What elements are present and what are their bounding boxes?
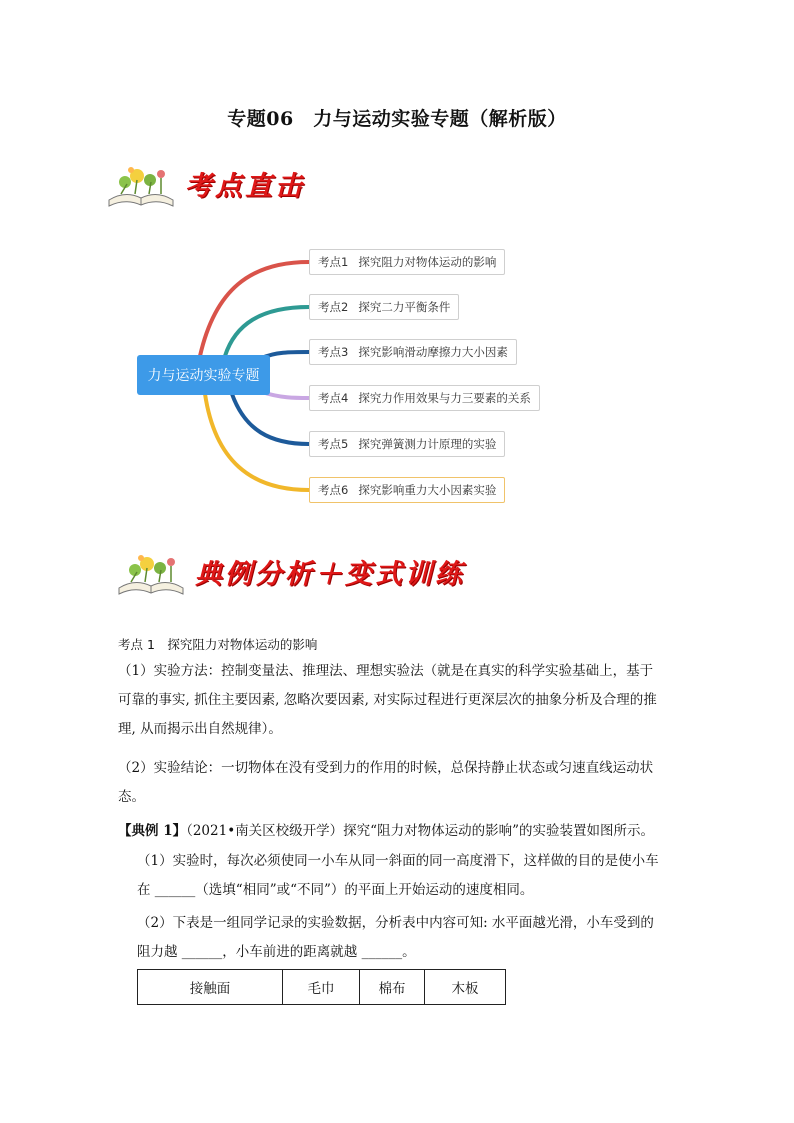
text-line: 阻力越 ______，小车前进的距离就越 ______。 (137, 944, 416, 960)
text-line: （2）下表是一组同学记录的实验数据，分析表中内容可知: 水平面越光滑，小车受到的 (137, 915, 654, 931)
table-header-cell: 木板 (425, 970, 506, 1005)
section-header-dianli (115, 548, 515, 602)
node-text: 探究影响滑动摩擦力大小因素 (358, 345, 508, 359)
example-label: 【典例 1】 (118, 823, 187, 839)
node-num: 考点6 (318, 483, 349, 497)
mindmap-node-5 (309, 431, 505, 457)
example-1-intro (118, 817, 698, 846)
mindmap-node-1 (309, 249, 505, 275)
data-table (137, 969, 506, 1005)
node-num: 考点2 (318, 300, 349, 314)
mindmap-node-2 (309, 294, 459, 320)
text-line: 理, 从而揭示出自然规律）。 (118, 721, 282, 737)
node-num: 考点3 (318, 345, 349, 359)
table-header-cell: 接触面 (138, 970, 283, 1005)
mindmap-node-3 (309, 339, 517, 365)
node-text: 探究阻力对物体运动的影响 (358, 255, 497, 269)
paragraph-method (118, 657, 678, 744)
mindmap-node-4 (309, 385, 540, 411)
table-row (138, 970, 506, 1005)
mindmap-node-6 (309, 477, 505, 503)
mindmap-center-node: 力与运动实验专题 (137, 355, 270, 395)
kaodian1-heading: 考点 1 探究阻力对物体运动的影响 (118, 637, 318, 652)
table-header-cell: 棉布 (360, 970, 425, 1005)
node-num: 考点4 (318, 391, 349, 405)
example-source: （2021•南关区校级开学）探究“阻力对物体运动的影响”的实验装置如图所示。 (186, 823, 654, 839)
node-text: 探究弹簧测力计原理的实验 (358, 437, 497, 451)
text-line: 在 ______（选填“相同”或“不同”）的平面上开始运动的速度相同。 (137, 882, 534, 898)
text-line: （2）实验结论：一切物体在没有受到力的作用的时候，总保持静止状态或匀速直线运动状 (118, 760, 654, 776)
node-num: 考点5 (318, 437, 349, 451)
text-line: 态。 (118, 789, 145, 805)
table-header-cell: 毛巾 (283, 970, 360, 1005)
branch-line-5 (232, 394, 309, 444)
open-book-icon (115, 548, 187, 598)
node-text: 探究力作用效果与力三要素的关系 (358, 391, 531, 405)
question-2 (137, 909, 697, 967)
section-title-dianli: 典例分析＋变式训练 (195, 559, 465, 590)
branch-line-2 (225, 307, 309, 356)
section-title-kaodian: 考点直击 (185, 171, 305, 202)
document-title: 专题06 力与运动实验专题（解析版） (227, 108, 567, 130)
question-1 (137, 847, 697, 905)
node-text: 探究二力平衡条件 (358, 300, 451, 314)
paragraph-conclusion (118, 754, 678, 812)
node-text: 探究影响重力大小因素实验 (358, 483, 497, 497)
text-line: （1）实验时，每次必须使同一小车从同一斜面的同一高度滑下，这样做的目的是使小车 (137, 853, 659, 869)
text-line: （1）实验方法：控制变量法、推理法、理想实验法（就是在真实的科学实验基础上，基于 (118, 663, 654, 679)
node-num: 考点1 (318, 255, 349, 269)
text-line: 可靠的事实, 抓住主要因素, 忽略次要因素, 对实际过程进行更深层次的抽象分析及合理的推 (118, 692, 657, 708)
